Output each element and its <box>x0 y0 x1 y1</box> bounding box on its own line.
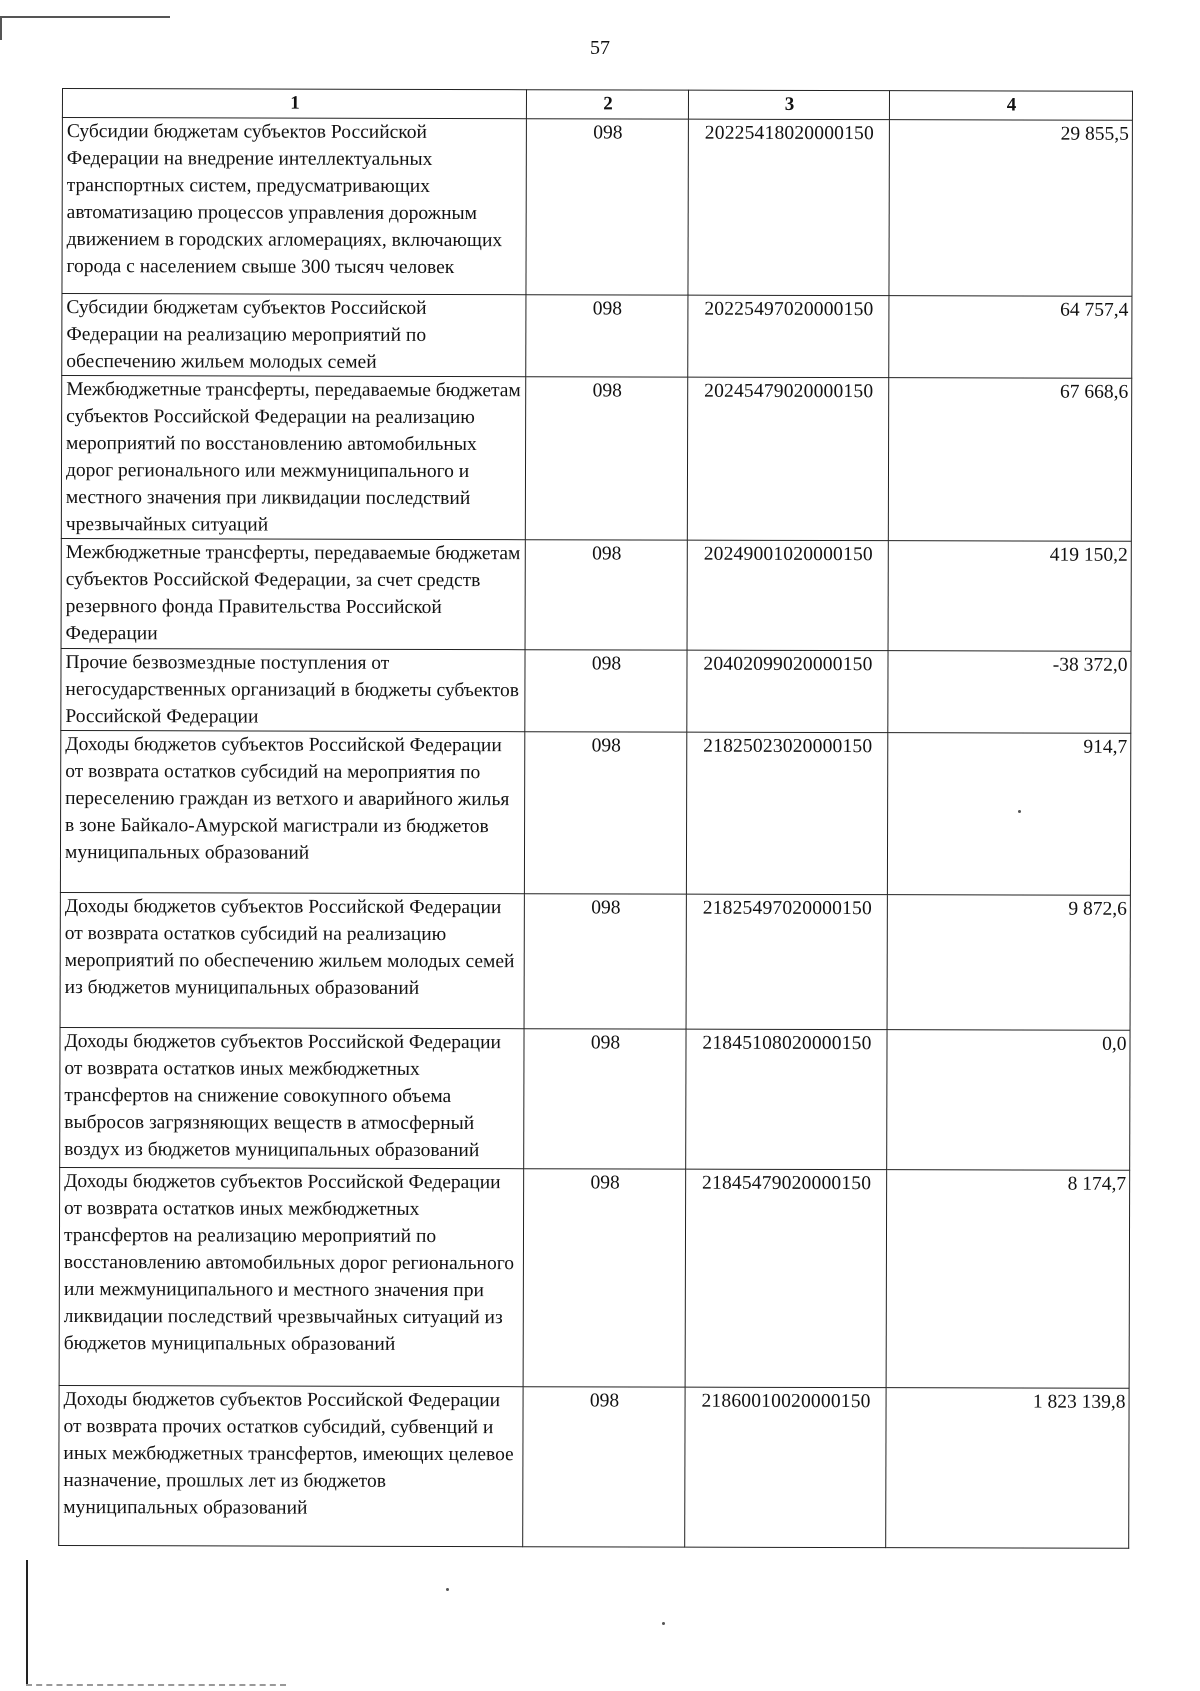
scan-edge-bottom <box>26 1684 286 1686</box>
row-name: Доходы бюджетов субъектов Российской Федерации от возврата прочих остатков субсидий, субвенций и иных межбюджетных трансфертов, имеющих целевое назначение, прошлых лет из бюджетов муниципальных образований <box>59 1385 523 1546</box>
row-name: Субсидии бюджетам субъектов Российской Федерации на реализацию мероприятий по обеспечению жильем молодых семей <box>62 294 526 377</box>
table-header-row <box>62 89 1132 121</box>
row-kbk: 21860010020000150 <box>685 1387 886 1548</box>
row-name: Межбюджетные трансферты, передаваемые бюджетам субъектов Российской Федерации, за счет средств резервного фонда Правительства Российской Федерации <box>61 538 525 649</box>
row-amount: 1 823 139,8 <box>886 1388 1129 1549</box>
row-amount: 8 174,7 <box>886 1170 1130 1389</box>
row-name: Доходы бюджетов субъектов Российской Федерации от возврата остатков субсидий на реализацию мероприятий по обеспечению жильем молодых семей из бюджетов муниципальных образований <box>60 892 524 1028</box>
row-kbk: 20249001020000150 <box>687 540 888 651</box>
row-admin-code: 098 <box>526 295 688 377</box>
row-kbk: 21845479020000150 <box>685 1169 887 1388</box>
row-name: Доходы бюджетов субъектов Российской Федерации от возврата остатков иных межбюджетных трансфертов на снижение совокупного объема выбросов загрязняющих веществ в атмосферный воздух из бюджетов муниципальных образований <box>60 1027 524 1168</box>
row-amount: 0,0 <box>887 1030 1130 1171</box>
row-amount: 9 872,6 <box>887 895 1130 1031</box>
table-row <box>62 294 1132 379</box>
table-row <box>61 376 1131 542</box>
scan-speck <box>662 1622 665 1625</box>
scan-edge-bottom-left <box>26 1560 28 1685</box>
column-header-name: 1 <box>62 89 526 119</box>
row-name: Доходы бюджетов субъектов Российской Федерации от возврата остатков субсидий на мероприятия по переселению граждан из ветхого и аварийного жилья в зоне Байкало-Амурской магистрали из бюджетов муниципальных образований <box>60 730 524 893</box>
row-admin-code: 098 <box>524 1029 686 1169</box>
scan-speck <box>446 1588 449 1591</box>
row-admin-code: 098 <box>524 894 686 1029</box>
row-amount: -38 372,0 <box>888 651 1131 734</box>
table-row <box>59 1167 1130 1388</box>
row-amount: 64 757,4 <box>889 296 1132 379</box>
scan-edge-top <box>0 16 170 18</box>
row-kbk: 21845108020000150 <box>686 1029 887 1170</box>
table-row <box>61 648 1131 733</box>
row-admin-code: 098 <box>523 1169 686 1387</box>
column-header-amount: 4 <box>889 91 1132 121</box>
row-admin-code: 098 <box>526 119 688 295</box>
row-kbk: 21825497020000150 <box>686 894 887 1030</box>
table-row <box>60 892 1130 1030</box>
row-name: Прочие безвозмездные поступления от негосударственных организаций в бюджеты субъектов Российской Федерации <box>61 648 525 731</box>
budget-revenue-table <box>58 88 1133 1549</box>
row-kbk: 21825023020000150 <box>686 732 887 895</box>
row-name: Межбюджетные трансферты, передаваемые бюджетам субъектов Российской Федерации на реализацию мероприятий по восстановлению автомобильных дорог регионального или межмуниципального и местного значения при ликвидации последствий чрезвычайных ситуаций <box>61 376 525 540</box>
row-admin-code: 098 <box>525 540 687 650</box>
row-kbk: 20225497020000150 <box>688 295 889 378</box>
row-admin-code: 098 <box>525 650 687 732</box>
column-header-kbk: 3 <box>688 90 889 120</box>
row-kbk: 20225418020000150 <box>688 119 889 296</box>
row-amount: 29 855,5 <box>889 120 1132 297</box>
scan-speck <box>1018 810 1021 813</box>
row-admin-code: 098 <box>524 732 686 894</box>
table-row <box>59 1385 1129 1548</box>
row-amount: 914,7 <box>887 733 1130 896</box>
column-header-admin-code: 2 <box>526 90 688 119</box>
table-row <box>61 538 1131 651</box>
row-name: Доходы бюджетов субъектов Российской Федерации от возврата остатков иных межбюджетных трансфертов на реализацию мероприятий по восстановлению автомобильных дорог регионального или межмуниципального и местного значения при ликвидации последствий чрезвычайных ситуаций из бюджетов муниципальных образований <box>59 1167 524 1386</box>
row-admin-code: 098 <box>525 377 687 540</box>
row-kbk: 20245479020000150 <box>687 377 888 541</box>
row-amount: 67 668,6 <box>888 378 1131 542</box>
table-row <box>60 730 1130 895</box>
row-amount: 419 150,2 <box>888 541 1131 652</box>
row-admin-code: 098 <box>523 1387 685 1547</box>
page-number: 57 <box>590 37 610 59</box>
table-row <box>62 118 1132 297</box>
row-kbk: 20402099020000150 <box>687 650 888 733</box>
table-row <box>60 1027 1130 1170</box>
row-name: Субсидии бюджетам субъектов Российской Федерации на внедрение интеллектуальных транспортных систем, предусматривающих автоматизацию процессов управления дорожным движением в городских агломерациях, включающих города с населением свыше 300 тысяч человек <box>62 118 526 295</box>
